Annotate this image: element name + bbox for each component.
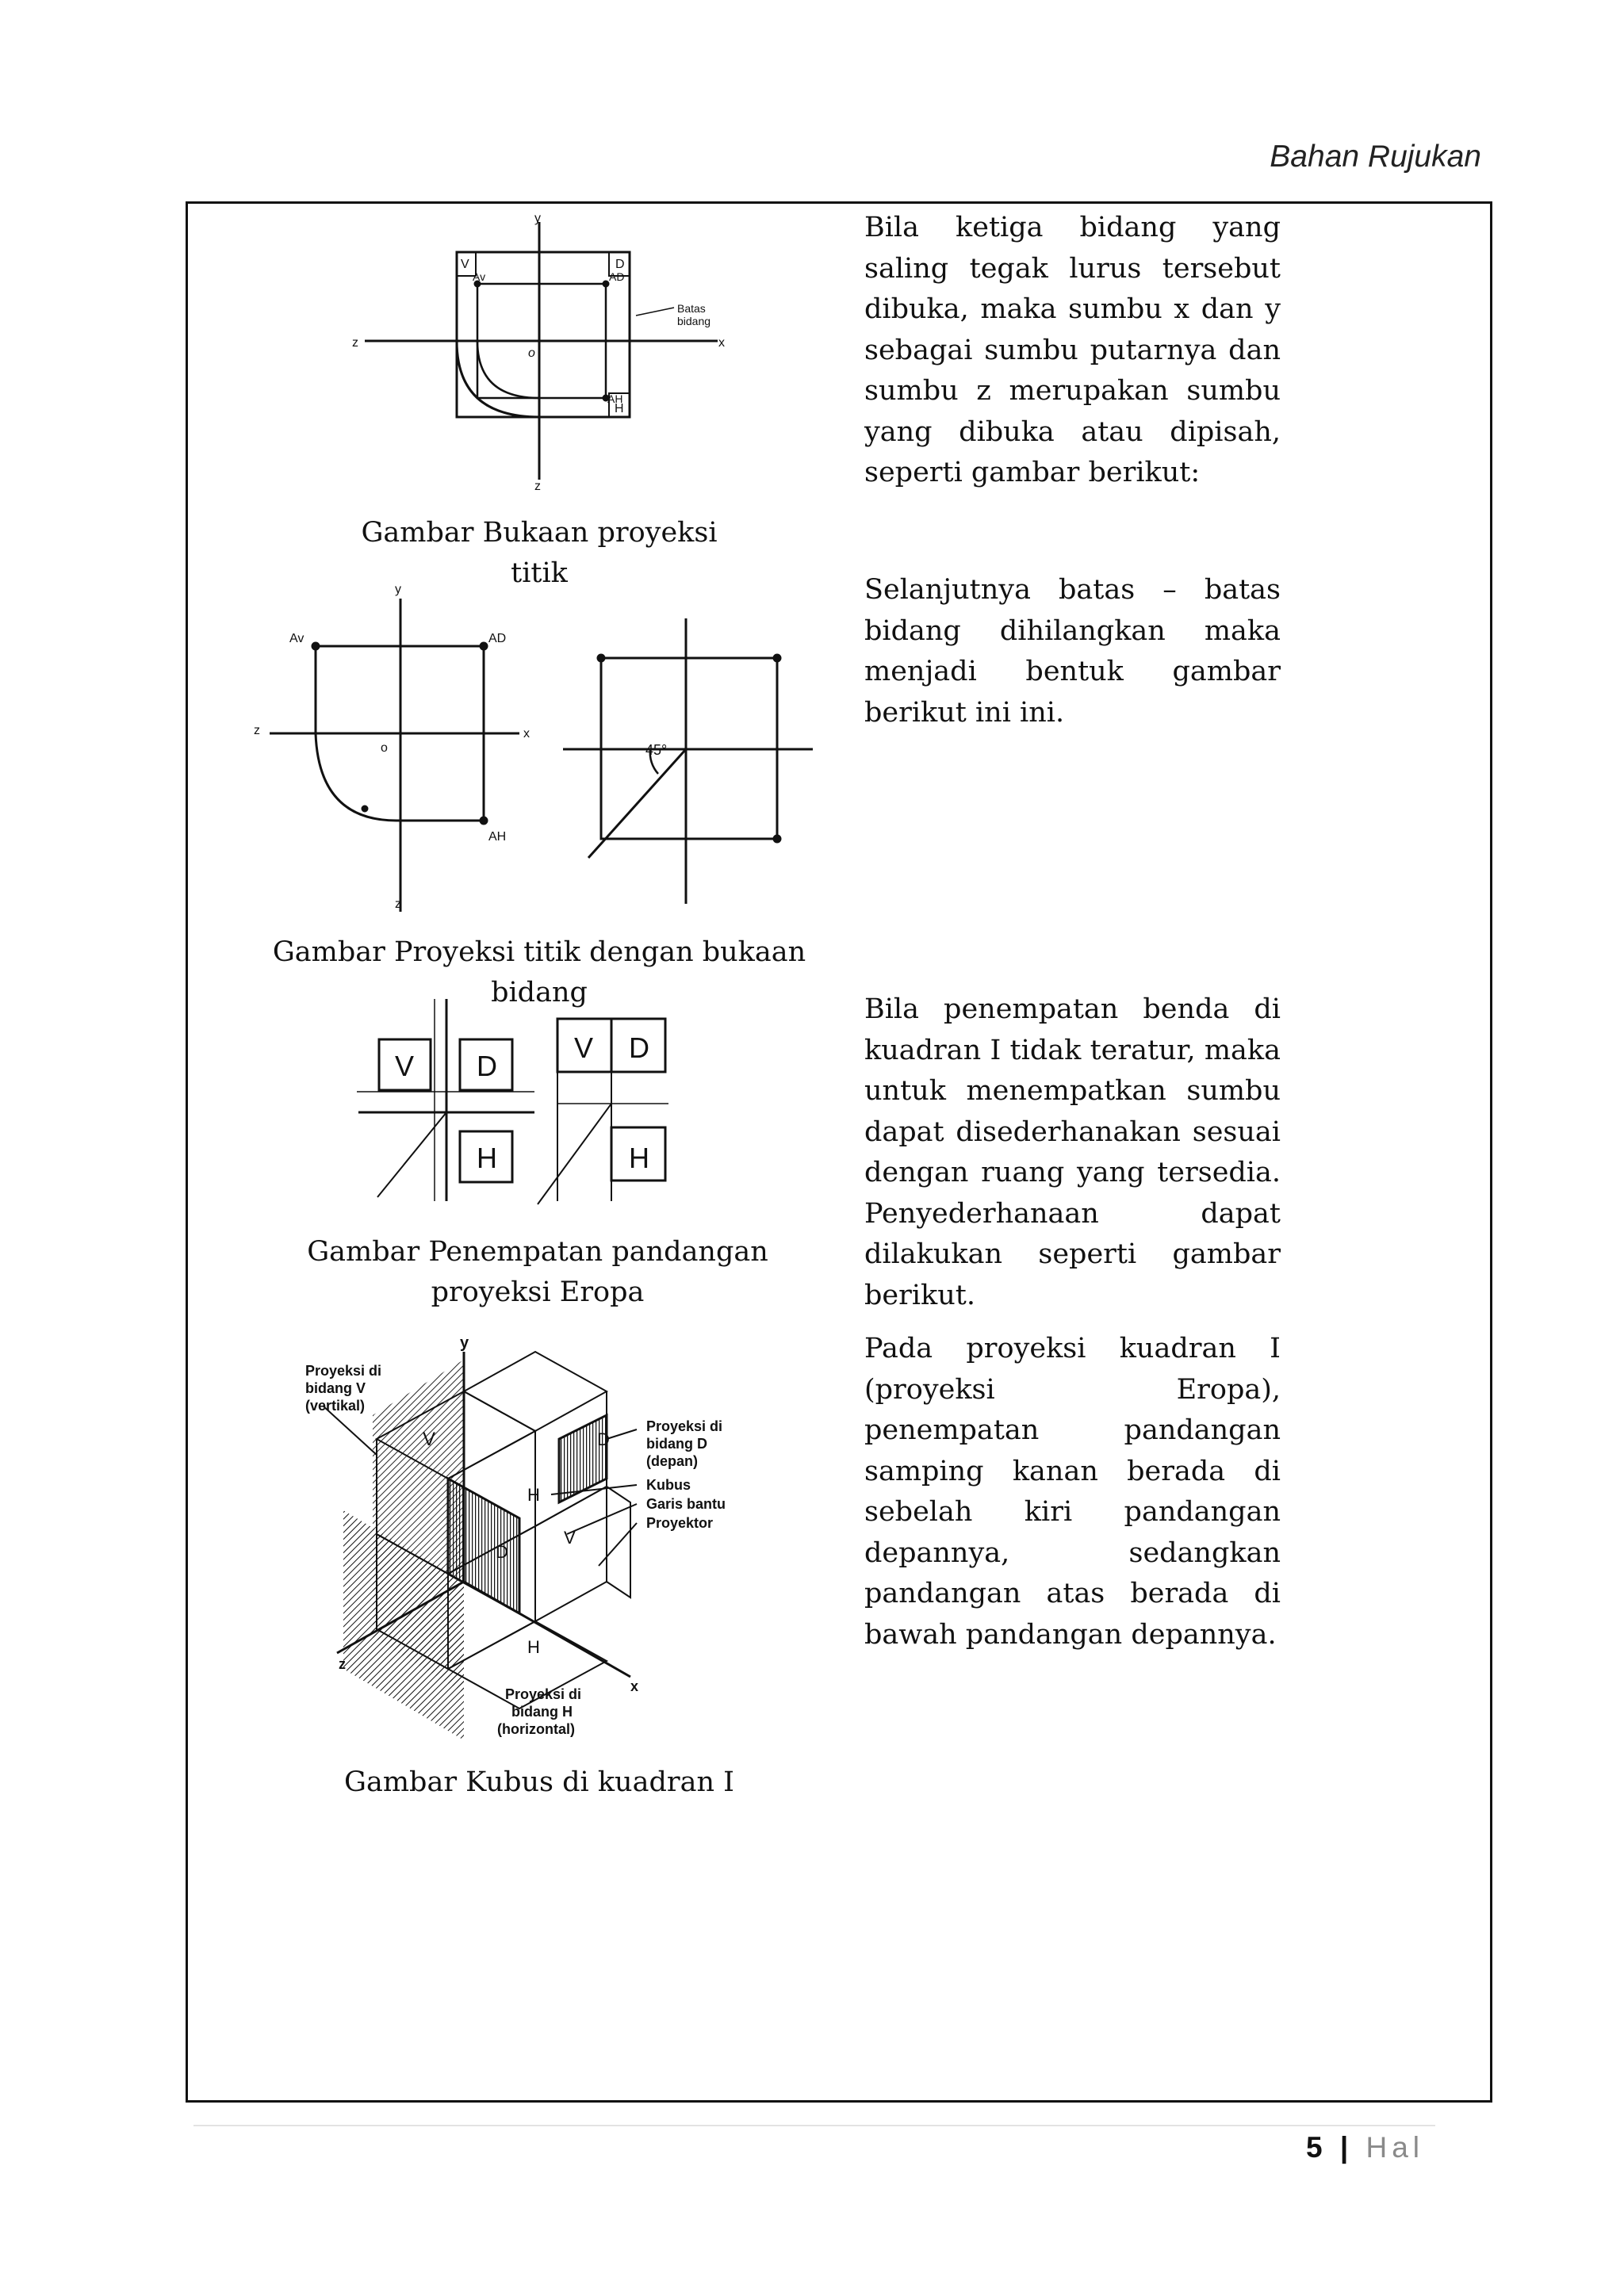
- fig2-ah-label: AH: [488, 830, 507, 844]
- fig4-face-d: D: [597, 1429, 610, 1449]
- caption-4: Gambar Kubus di kuadran I: [344, 1766, 734, 1798]
- fig2-o-label: o: [381, 741, 388, 755]
- header-title: Bahan Rujukan: [1270, 140, 1481, 174]
- page-footer: [1306, 2131, 1424, 2164]
- paragraph-1: Bila ketiga bidang yang saling tegak lurus tersebut dibuka, maka sumbu x dan y sebagai sumbu putarnya dan sumbu z merupakan sumbu yang dibuka atau dipisah, seperti gambar berikut:: [864, 212, 1281, 488]
- fig4-cube-d: D: [496, 1542, 508, 1562]
- page-number: 5: [1305, 2131, 1327, 2164]
- footer-divider: [193, 2125, 1435, 2126]
- fig4-z-label: z: [339, 1656, 346, 1672]
- fig4-cube-v: V: [564, 1528, 576, 1548]
- fig4-proj-d-2: bidang D: [646, 1436, 707, 1452]
- fig4-proj-h-2: bidang H: [511, 1704, 573, 1720]
- fig2-angle-label: 45°: [645, 742, 668, 758]
- fig4-proyektor: Proyektor: [646, 1515, 714, 1531]
- paragraph-3: Bila penempatan benda di kuadran I tidak teratur, maka untuk menempatkan sumbu dapat disederhanakan sesuai dengan ruang yang tersedia. Penyederhanaan dapat dilakukan seperti gambar berikut.: [864, 993, 1281, 1311]
- fig1-y-label: y: [534, 214, 541, 225]
- page-label: Hal: [1365, 2131, 1424, 2164]
- paragraph-4: Pada proyeksi kuadran I (proyeksi Eropa), penempatan pandangan samping kanan berada di sebelah kiri pandangan depannya, sedangkan pandangan atas berada di bawah pandangan depannya.: [864, 1333, 1281, 1651]
- fig4-proj-h-1: Proyeksi di: [505, 1686, 582, 1702]
- fig4-proj-d-3: (depan): [646, 1453, 698, 1469]
- caption-3: Gambar Penempatan pandangan proyeksi Eropa: [307, 1236, 768, 1308]
- fig4-proj-v-1: Proyeksi di: [305, 1363, 382, 1379]
- fig4-cube-h: H: [527, 1485, 540, 1505]
- fig1-av-label: Av: [473, 270, 486, 283]
- fig1-bidang-label: bidang: [677, 315, 711, 327]
- fig1-batas-label: Batas: [677, 302, 706, 315]
- fig4-kubus: Kubus: [646, 1477, 691, 1493]
- caption-1: Gambar Bukaan proyeksi titik: [361, 517, 718, 589]
- fig1-x-label: x: [718, 336, 725, 350]
- fig2-z-left-label: z: [254, 724, 260, 737]
- fig1-ah-label: AH: [607, 392, 623, 405]
- fig4-face-h: H: [527, 1637, 540, 1657]
- fig4-proj-v-3: (vertikal): [305, 1398, 366, 1414]
- fig1-z-bottom-label: z: [534, 480, 541, 492]
- fig1-o-label: o: [528, 346, 535, 360]
- fig1-corner-v: V: [461, 258, 469, 271]
- fig2-z-bottom-label: z: [395, 897, 401, 911]
- fig3-left-d: D: [477, 1050, 497, 1082]
- fig1-corner-h: H: [615, 402, 624, 415]
- fig4-garis-bantu: Garis bantu: [646, 1496, 726, 1512]
- fig1-corner-d: D: [615, 258, 625, 271]
- figure-penempatan-eropa: [355, 995, 736, 1217]
- figure-proyeksi-bukaan-bidang: [246, 571, 841, 920]
- fig2-av-label: Av: [289, 632, 304, 645]
- fig4-x-label: x: [630, 1678, 639, 1694]
- figure-kubus-kuadran-1: [297, 1336, 789, 1748]
- fig3-right-d: D: [629, 1031, 649, 1064]
- fig3-left-v: V: [395, 1050, 415, 1082]
- fig4-face-v: V: [423, 1429, 436, 1450]
- paragraph-2: Selanjutnya batas – batas bidang dihilangkan maka menjadi bentuk gambar berikut ini ini.: [864, 574, 1281, 729]
- fig4-proj-h-3: (horizontal): [497, 1721, 575, 1737]
- fig3-right-h: H: [629, 1142, 649, 1174]
- fig3-left-h: H: [477, 1142, 497, 1174]
- fig2-x-right-label: x: [523, 727, 530, 740]
- fig4-proj-v-2: bidang V: [305, 1380, 366, 1396]
- caption-2: Gambar Proyeksi titik dengan bukaan bidang: [272, 936, 806, 1008]
- fig4-proj-d-1: Proyeksi di: [646, 1418, 723, 1434]
- page-separator: |: [1339, 2131, 1354, 2164]
- fig4-y-label: y: [460, 1336, 469, 1352]
- fig1-z-left-label: z: [352, 336, 358, 350]
- fig2-ad-label: AD: [488, 632, 507, 645]
- figure-bukaan-proyeksi-titik: [341, 214, 753, 492]
- fig3-right-v: V: [574, 1031, 594, 1064]
- fig2-y-label: y: [395, 583, 401, 596]
- fig1-ad-label: AD: [609, 270, 625, 283]
